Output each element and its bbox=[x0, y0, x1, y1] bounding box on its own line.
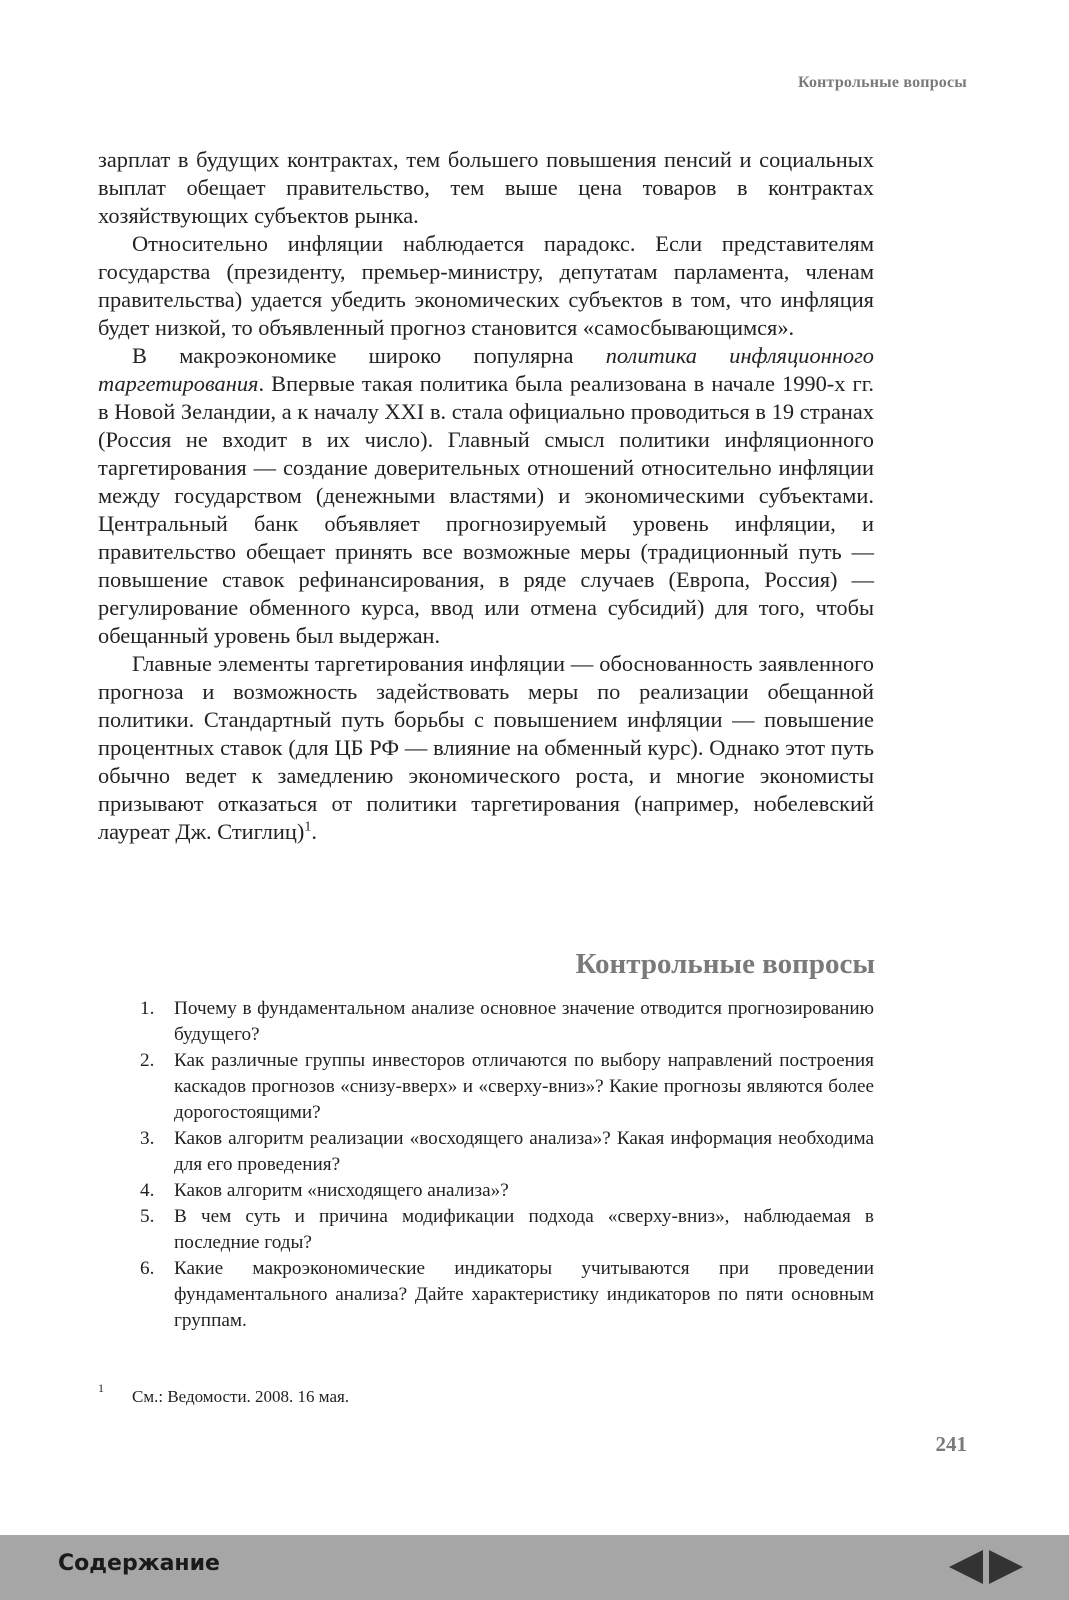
section-title: Контрольные вопросы bbox=[575, 948, 875, 980]
paragraph-1: зарплат в будущих контрактах, тем большего повышения пенсий и социальных выплат обещает правительство, тем выше цена товаров в контрактах хозяйствующих субъектов рынка. bbox=[98, 147, 874, 228]
running-header: Контрольные вопросы bbox=[797, 74, 967, 91]
paragraph-2: Относительно инфляции наблюдается парадокс. Если представителям государства (президенту, премьер-министру, депутатам парламента, членам правительства) удается убедить экономических субъектов в том, что инфляция будет низкой, то объявленный прогноз становится «самосбывающимся». bbox=[98, 231, 874, 340]
page-navigation bbox=[949, 1550, 1023, 1584]
paragraph-4-text: Главные элементы таргетирования инфляции — обоснованность заявленного прогноза и возможность задействовать меры по реализации обещанной политики. Стандартный путь борьбы с повышением инфляции — повышение процентных ставок (для ЦБ РФ — влияние на обменный курс). Однако этот путь обычно ведет к замедлению экономического роста, и многие экономисты призывают отказаться от политики таргетирования (например, нобелевский лауреат Дж. Стиглиц) bbox=[98, 651, 874, 844]
footnote-text: См.: Ведомости. 2008. 16 мая. bbox=[132, 1387, 350, 1406]
question-text: Каков алгоритм реализации «восходящего анализа»? Какая информация необходима для его проведения? bbox=[174, 1128, 874, 1175]
question-number: 5. bbox=[140, 1206, 155, 1227]
list-item bbox=[140, 1256, 874, 1334]
question-text: Каков алгоритм «нисходящего анализа»? bbox=[174, 1180, 509, 1201]
list-item bbox=[140, 1178, 874, 1204]
footnote-reference[interactable]: 1 bbox=[304, 819, 312, 835]
question-number: 2. bbox=[140, 1050, 155, 1071]
paragraph-3-rest: . Впервые такая политика была реализована в начале 1990-х гг. в Новой Зеландии, а к началу XXI в. стала официально проводиться в 19 странах (Россия не входит в их число). Главный смысл политики инфляционного таргетирования — создание доверительных отношений относительно инфляции между государством (денежными властями) и экономическими субъектами. Центральный банк объявляет прогнозируемый уровень инфляции, и правительство обещает принять все возможные меры (традиционный путь — повышение ставок рефинансирования, в ряде случаев (Европа, Россия) — регулирование обменного курса, ввод или отмена субсидий) для того, чтобы обещанный уровень был выдержан. bbox=[98, 371, 874, 648]
paragraph-3-start: В макроэкономике широко популярна bbox=[132, 343, 606, 368]
footnote bbox=[98, 1381, 350, 1407]
paragraph-3-italic-term: политика инфляционного таргетирования bbox=[98, 343, 874, 396]
questions-list bbox=[140, 996, 874, 1334]
question-text: Какие макроэкономические индикаторы учитываются при проведении фундаментального анализа? Дайте характеристику индикаторов по пяти основным группам. bbox=[174, 1258, 874, 1331]
contents-link[interactable]: Содержание bbox=[58, 1551, 220, 1576]
list-item bbox=[140, 1126, 874, 1178]
list-item bbox=[140, 996, 874, 1048]
triangle-right-icon[interactable] bbox=[989, 1550, 1023, 1584]
list-item bbox=[140, 1204, 874, 1256]
question-number: 6. bbox=[140, 1258, 155, 1279]
question-text: В чем суть и причина модификации подхода «сверху-вниз», наблюдаемая в последние годы? bbox=[174, 1206, 874, 1253]
footnote-mark: 1 bbox=[98, 1381, 104, 1395]
paragraph-3 bbox=[98, 342, 874, 650]
question-text: Как различные группы инвесторов отличаются по выбору направлений построения каскадов прогнозов «снизу-вверх» и «сверху-вниз»? Какие прогнозы являются более дорогостоящими? bbox=[174, 1050, 874, 1123]
triangle-left-icon[interactable] bbox=[949, 1550, 983, 1584]
paragraph-4 bbox=[98, 650, 874, 846]
question-number: 1. bbox=[140, 998, 155, 1019]
paragraph-4-end: . bbox=[311, 819, 317, 844]
page-number: 241 bbox=[935, 1432, 967, 1456]
question-number: 4. bbox=[140, 1180, 155, 1201]
body-text bbox=[98, 146, 874, 846]
question-number: 3. bbox=[140, 1128, 155, 1149]
list-item bbox=[140, 1048, 874, 1126]
bottom-navigation-bar bbox=[0, 1535, 1069, 1600]
question-text: Почему в фундаментальном анализе основное значение отводится прогнозированию будущего? bbox=[174, 998, 874, 1045]
